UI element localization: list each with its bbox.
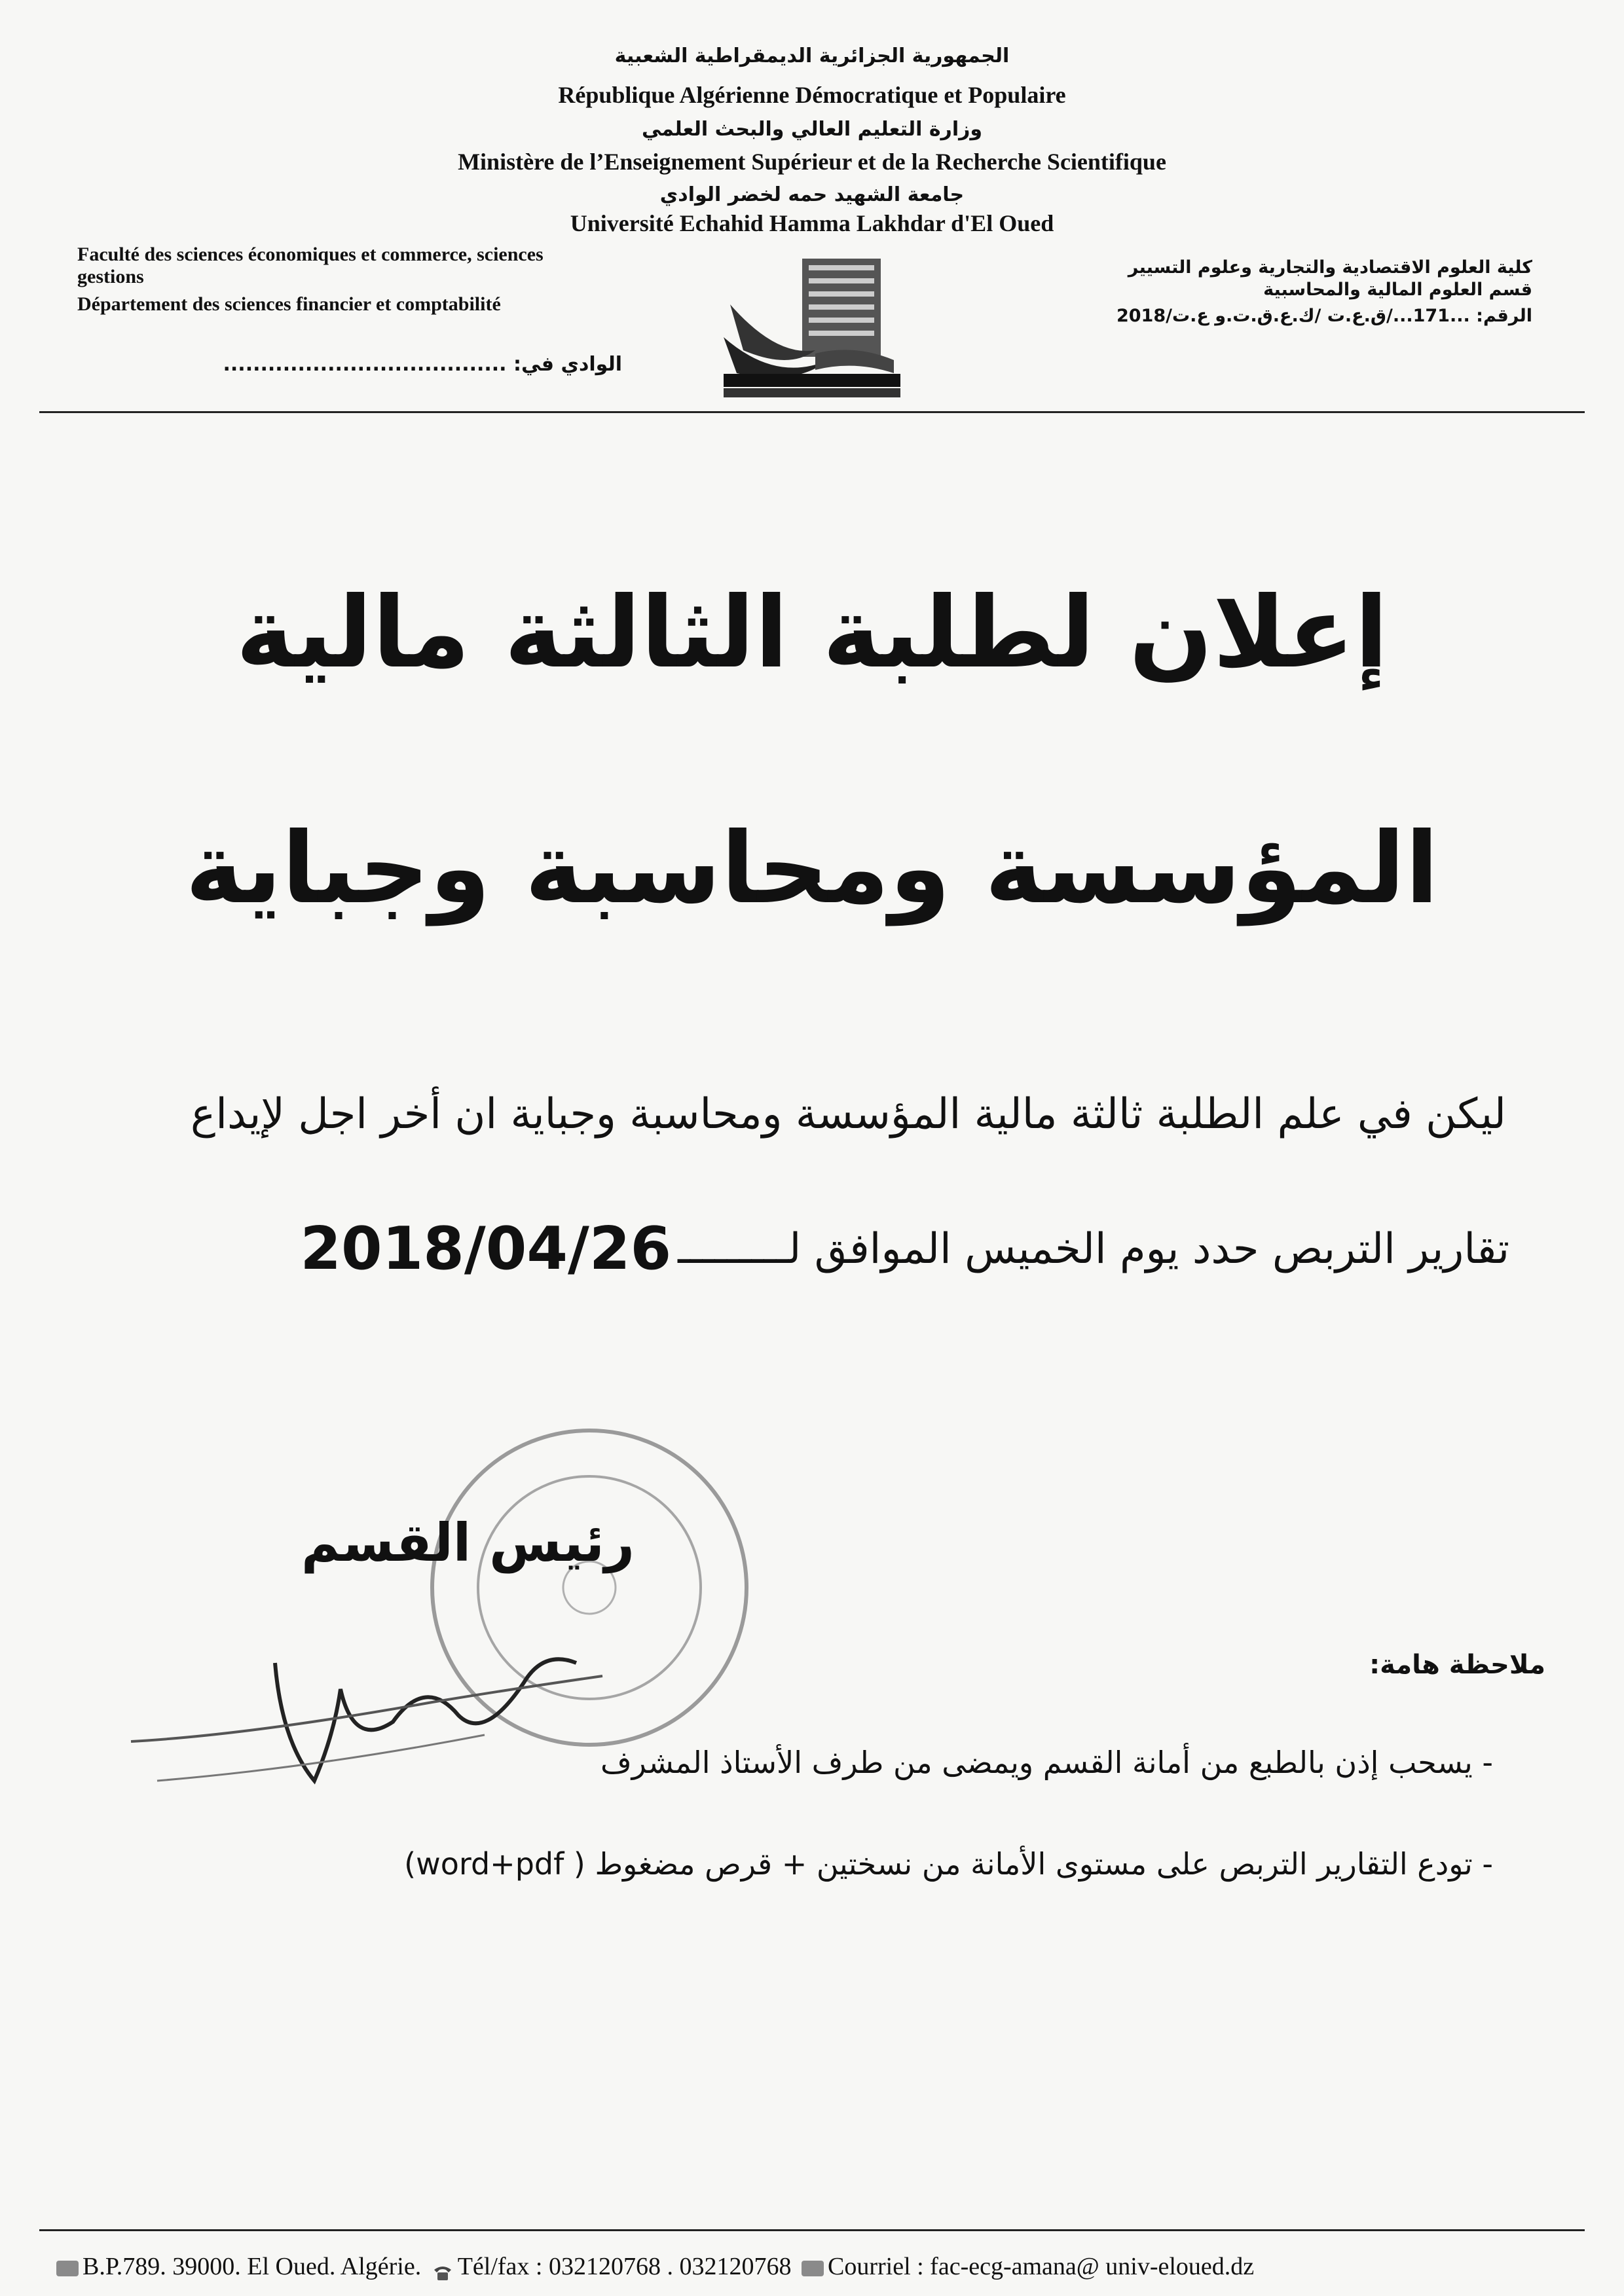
department-head-title: رئيس القسم	[301, 1512, 635, 1573]
footer-address: B.P.789. 39000. El Oued. Algérie.	[83, 2253, 422, 2280]
faculty-ar: كلية العلوم الاقتصادية والتجارية وعلوم التسيير	[1128, 257, 1532, 278]
faculty-fr	[77, 244, 699, 316]
republic-fr: République Algérienne Démocratique et Populaire	[558, 82, 1066, 108]
university-fr: Université Echahid Hamma Lakhdar d'El Oued	[570, 210, 1054, 236]
fax-icon	[56, 2261, 79, 2276]
phone-icon	[432, 2259, 454, 2278]
footer-email: Courriel : fac-ecg-amana@ univ-eloued.dz	[827, 2253, 1255, 2280]
footer-tel: Tél/fax : 032120768 . 032120768	[457, 2253, 792, 2280]
university-logo	[717, 246, 907, 403]
notes-heading: ملاحظة هامة:	[1369, 1650, 1545, 1680]
university-logo-icon	[717, 246, 907, 403]
footer	[52, 2252, 1254, 2281]
deadline-date: 2018/04/26	[300, 1214, 672, 1283]
body-line2-row	[300, 1214, 1509, 1283]
faculty-line2: gestions	[77, 266, 144, 287]
reference-number: الرقم: ...171.../ق.ع.ت /ك.ع.ق.ت.و ع.ت/2018	[1116, 306, 1532, 326]
department-fr: Département des sciences financier et comptabilité	[77, 293, 501, 315]
department-ar: قسم العلوم المالية والمحاسبية	[1263, 280, 1532, 300]
university-ar: جامعة الشهيد حمه لخضر الوادي	[659, 183, 965, 206]
ministry-fr: Ministère de l’Enseignement Supérieur et de la Recherche Scientifique	[458, 149, 1166, 175]
announcement-title-line2: المؤسسة ومحاسبة وجباية	[185, 812, 1439, 926]
announcement-title-line1: إعلان لطلبة الثالثة مالية	[236, 576, 1388, 690]
note-item-1: - يسحب إذن بالطبع من أمانة القسم ويمضى من طرف الأستاذ المشرف	[600, 1745, 1493, 1780]
header-divider	[39, 411, 1585, 413]
note-item-2: - تودع التقارير التربص على مستوى الأمانة من نسختين + قرص مضغوط ( word+pdf)	[404, 1846, 1493, 1882]
body-line2: تقارير التربص حدد يوم الخميس الموافق لـــــــــ	[678, 1224, 1509, 1273]
signature-icon	[118, 1571, 616, 1807]
footer-divider	[39, 2229, 1585, 2231]
mail-icon	[802, 2261, 824, 2276]
signature	[118, 1571, 616, 1807]
body-line1: ليكن في علم الطلبة ثالثة مالية المؤسسة ومحاسبة وجباية ان أخر اجل لإيداع	[191, 1090, 1506, 1139]
faculty-line1: Faculté des sciences économiques et commerce, sciences	[77, 244, 544, 265]
faculty-ar-block	[943, 257, 1532, 327]
ministry-ar: وزارة التعليم العالي والبحث العلمي	[641, 118, 983, 141]
republic-ar: الجمهورية الجزائرية الديمقراطية الشعبية	[614, 45, 1010, 67]
place-date: الوادي في: ......................................	[223, 353, 622, 376]
